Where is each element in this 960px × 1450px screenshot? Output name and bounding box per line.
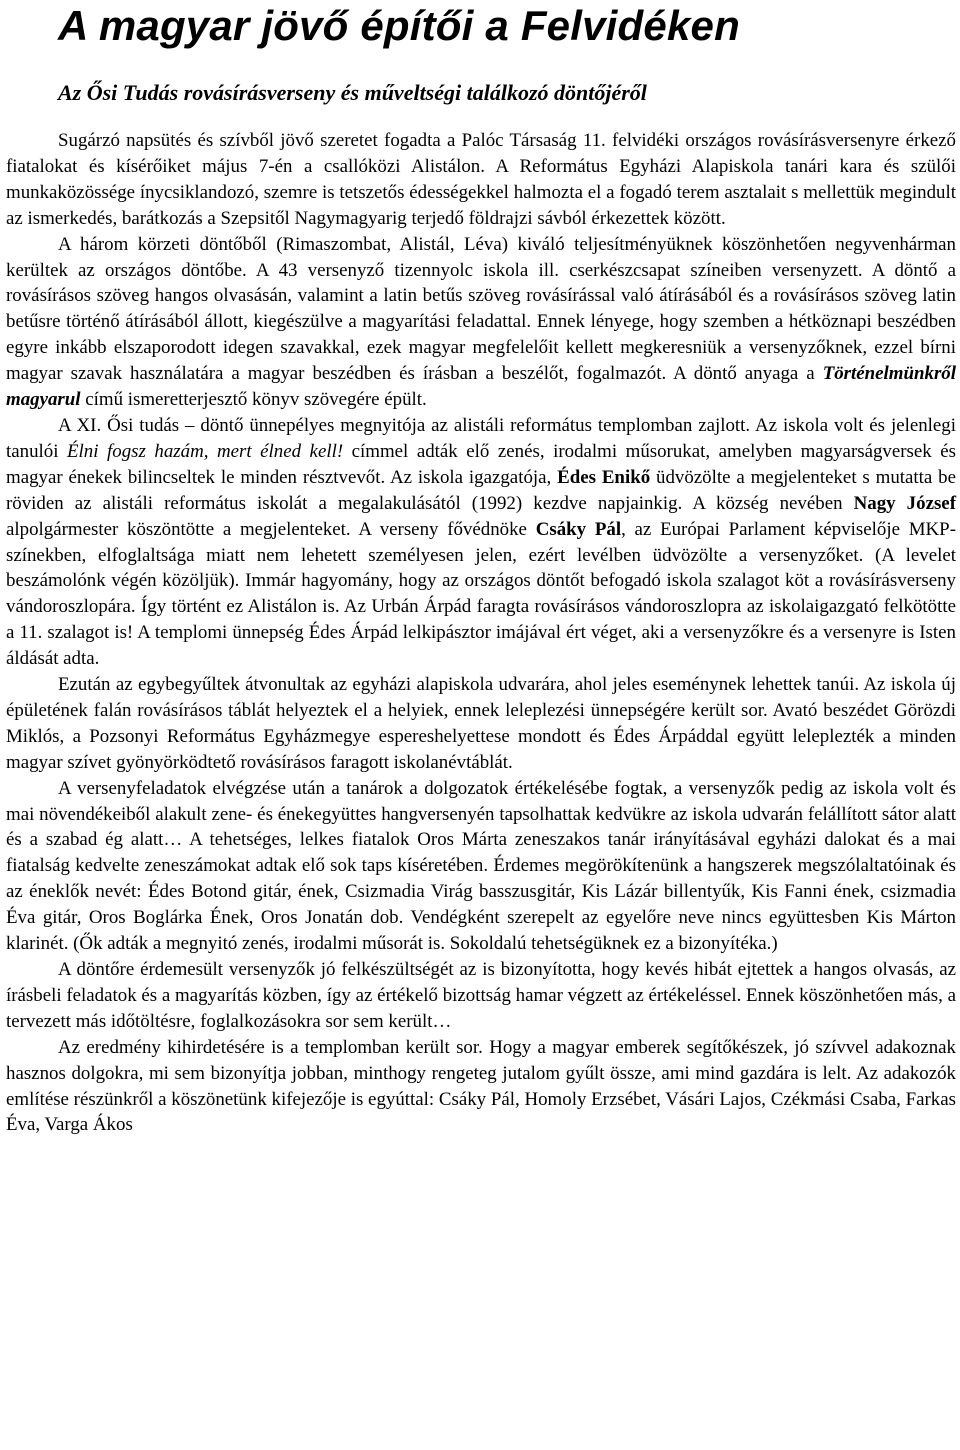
paragraph-7 <box>6 1035 956 1139</box>
paragraph-6 <box>6 957 956 1035</box>
document-title: A magyar jövő építői a Felvidéken <box>58 2 740 49</box>
paragraph-1 <box>6 128 956 232</box>
paragraph-2-text: A három körzeti döntőből (Rimaszombat, Alistál, Léva) kiváló teljesítményüknek köszönhetően negyvenhárman kerültek az országos döntőbe. A 43 versenyző tizennyolc iskola ill. cserkészcsapat színeiben versenyzett. A döntő a rovásírásos szöveg hangos olvasásán, valamint a latin betűs szöveg rovásírással való átírásából és a rovásírásos szöveg latin betűsre történő átírásából állott, kiegészülve a magyarítási feladattal. Ennek lényege, hogy szemben a hétköznapi beszédben egyre inkább elszaporodott idegen szavakkal, ezek magyar megfelelőit kellett megkeresniük a versenyzőknek, ezzel bírni magyar szavak használatára a magyar beszédben és írásban a beszélőt, fogalmazót. A döntő anyaga a <box>6 233 956 385</box>
paragraph-3-text-5: , az Európai Parlament képviselője MKP-színekben, elfoglaltsága miatt nem lehetett személyesen jelen, ezért levélben üdvözölte a versenyzőket. (A levelet beszámolónk végén közöljük). Immár hagyomány, hogy az országos döntőt befogadó iskola szalagot köt a rovásírásverseny vándoroszlopára. Így történt ez Alistálon is. Az Urbán Árpád faragta rovásírásos vándoroszlopra az iskolaigazgató felkötötte a 11. szalagot is! A templomi ünnepség Édes Árpád lelkipásztor imájával ért véget, aki a versenyzőkre és a versenyre is Isten áldását adta. <box>6 518 956 670</box>
paragraph-4 <box>6 672 956 776</box>
paragraph-4-text: Ezután az egybegyűltek átvonultak az egyházi alapiskola udvarára, ahol jeles eseménynek lehettek tanúi. Az iskola új épületének falán rovásírásos táblát helyeztek el a helyiek, ennek leleplezési ünnepségére került sor. Avató beszédet Görözdi Miklós, a Pozsonyi Református Egyházmegye espereshelyettese mondott és Édes Árpáddal együtt leleplezték a minden magyar szívet gyönyörködtető rovásírásos faragott iskolanévtáblát. <box>6 674 956 773</box>
document-page <box>6 0 956 1138</box>
person-name-nagy-jozsef: Nagy József <box>853 492 956 514</box>
paragraph-6-text: A döntőre érdemesült versenyzők jó felkészültségét az is bizonyította, hogy kevés hibát ejtettek a hangos olvasás, az írásbeli feladatok és a magyarítás közben, így az értékelő bizottság hamar végzett az értékeléssel. Ennek köszönhetően más, a tervezett más időtöltésre, foglalkozásokra sor sem került… <box>6 959 956 1032</box>
paragraph-7-text: Az eredmény kihirdetésére is a templomban került sor. Hogy a magyar emberek segítőkészek, jó szívvel adakoznak hasznos dolgokra, mi sem bizonyítja jobban, minthogy rengeteg jutalom gyűlt össze, ami mind gazdára is lelt. Az adakozók említése részünkről a köszönetünk kifejezője is egyúttal: Csáky Pál, Homoly Erzsébet, Vásári Lajos, Czékmási Csaba, Farkas Éva, Varga Ákos <box>6 1036 956 1136</box>
paragraph-3-text-2: címmel adták elő zenés, irodalmi műsorukat, amelyben magyarságversek és magyar énekek bilincseltek le minden résztvevőt. Az iskola igazgatója, <box>6 440 956 488</box>
paragraph-3-text-3: üdvözölte a megjelenteket s mutatta be röviden az alistáli református iskolát a megalakulásától (1992) kezdve napjainkig. A község nevében <box>6 466 956 514</box>
program-title: Élni fogsz hazám, mert élned kell! <box>67 440 344 462</box>
paragraph-2-text-end: című ismeretterjesztő könyv szövegére épült. <box>80 389 427 411</box>
paragraph-2 <box>6 232 956 413</box>
article-body <box>6 128 956 1138</box>
paragraph-3 <box>6 413 956 672</box>
paragraph-1-text: Sugárzó napsütés és szívből jövő szeretet fogadta a Palóc Társaság 11. felvidéki országos rovásírásversenyre érkező fiatalokat és kísérőiket május 7-én a csallóközi Alistálon. A Református Egyházi Alapiskola tanári kara és szülői munkaközössége ínycsiklandozó, szemre is tetszetős édességekkel halmozta el a fogadó terem asztalait s mellettük megindult az ismerkedés, barátkozás a Szepsitől Nagymagyarig terjedő földrajzi sávból érkezettek között. <box>6 130 956 229</box>
paragraph-5 <box>6 776 956 957</box>
paragraph-5-text: A versenyfeladatok elvégzése után a tanárok a dolgozatok értékelésébe fogtak, a versenyzők pedig az iskola volt és mai növendékeiből alakult zene- és énekegyüttes hangversenyén tapsolhattak kedvükre az iskola udvarán felállított sátor alatt és a szabad ég alatt… A tehetséges, lelkes fiatalok Oros Márta zeneszakos tanár irányításával egyházi dalokat és a mai fiatalság kedvelte zeneszámokat adtak elő sok taps kíséretében. Érdemes megörökítenünk a hangszerek megszólaltatóinak és az éneklők nevét: Édes Botond gitár, ének, Csizmadia Virág basszusgitár, Kis Lázár billentyűk, Kis Fanni ének, csizmadia Éva gitár, Oros Boglárka Ének, Oros Jonatán dob. Vendégként szerepelt az egyelőre neve nincs együttesben Kis Márton klarinét. (Ők adták a megnyitó zenés, irodalmi műsorát is. Sokoldalú tehetségüknek ez a bizonyítéka.) <box>6 777 956 955</box>
person-name-csaky-pal: Csáky Pál <box>535 518 622 540</box>
person-name-edes-eniko: Édes Enikő <box>557 466 651 488</box>
book-title: Történelmünkről magyarul <box>6 363 956 411</box>
document-subtitle: Az Ősi Tudás rovásírásverseny és műveltségi találkozó döntőjéről <box>58 80 647 105</box>
paragraph-3-text: A XI. Ősi tudás – döntő ünnepélyes megnyitója az alistáli református templomban zajlott. Az iskola volt és jelenlegi tanulói <box>6 414 956 462</box>
paragraph-3-text-4: alpolgármester köszöntötte a megjelenteket. A verseny fővédnöke <box>6 518 536 540</box>
